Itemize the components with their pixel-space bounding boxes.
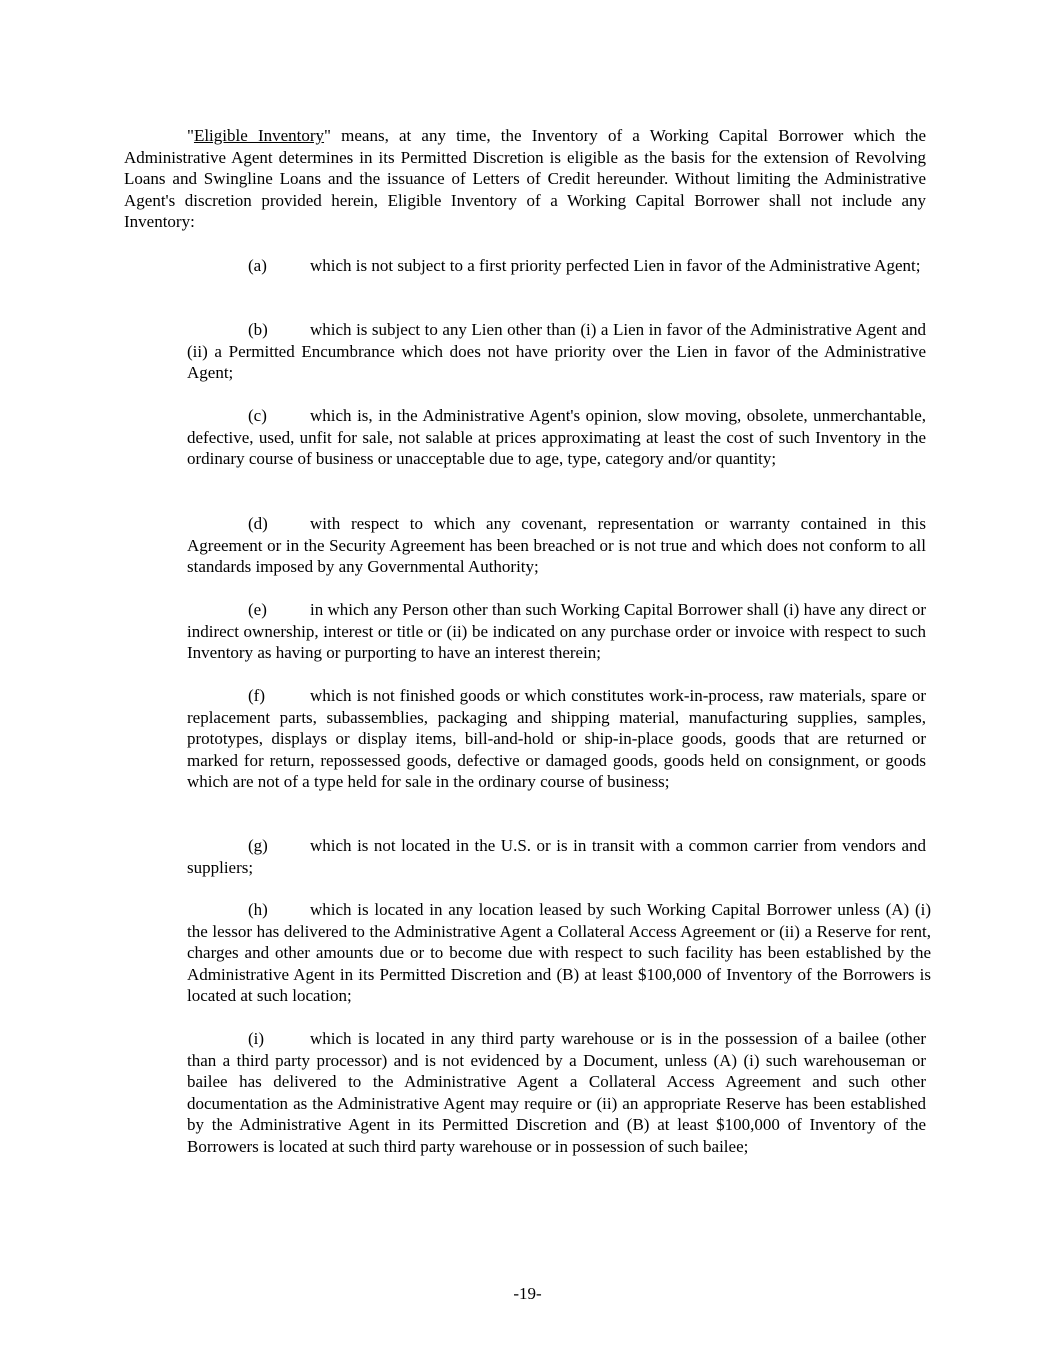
clause-b [187, 319, 926, 384]
clause-letter: (c) [248, 406, 267, 425]
quote-open: " [187, 126, 194, 145]
clause-letter: (f) [248, 686, 265, 705]
clause-a [187, 255, 926, 277]
clause-text: which is, in the Administrative Agent's opinion, slow moving, obsolete, unmerchantable, defective, used, unfit for sale, not salable at prices approximating at least the cost of such Inventory in the ordinary course of business or unacceptable due to age, type, category and/or quantity; [187, 406, 926, 469]
clause-letter: (e) [248, 600, 267, 619]
clause-letter: (h) [248, 900, 268, 919]
clause-text: which is not subject to a first priority perfected Lien in favor of the Administrative Agent; [310, 256, 921, 275]
clause-h [187, 899, 931, 1007]
clause-text: which is subject to any Lien other than (i) a Lien in favor of the Administrative Agent and (ii) a Permitted Encumbrance which does not have priority over the Lien in favor of the Administrative Agent; [187, 320, 926, 383]
clause-text: which is not located in the U.S. or is in transit with a common carrier from vendors and suppliers; [187, 836, 926, 877]
clause-letter: (a) [248, 256, 267, 275]
defined-term: Eligible Inventory [193, 126, 325, 145]
clause-text: which is located in any third party warehouse or is in the possession of a bailee (other than a third party processor) and is not evidenced by a Document, unless (A) (i) such warehouseman or bailee has delivered to the Administrative Agent a Collateral Access Agreement and such other documentation as the Administrative Agent may require or (ii) an appropriate Reserve has been established by the Administrative Agent in its Permitted Discretion and (B) at least $100,000 of Inventory of the Borrowers is located at such third party warehouse or in possession of such bailee; [187, 1029, 926, 1156]
definition-paragraph [124, 125, 926, 233]
clause-i [187, 1028, 926, 1158]
page-number: -19- [513, 1284, 542, 1303]
clause-text: with respect to which any covenant, representation or warranty contained in this Agreement or in the Security Agreement has been breached or is not true and which does not conform to all standards imposed by any Governmental Authority; [187, 514, 926, 577]
clause-d [187, 513, 926, 578]
clause-f [187, 685, 926, 793]
definition-text: " means, at any time, the Inventory of a Working Capital Borrower which the Administrative Agent determines in its Permitted Discretion is eligible as the basis for the extension of Revolving Loans and Swingline Loans and the issuance of Letters of Credit hereunder. Without limiting the Administrative Agent's discretion provided herein, Eligible Inventory of a Working Capital Borrower shall not include any Inventory: [124, 126, 926, 232]
clause-text: in which any Person other than such Working Capital Borrower shall (i) have any direct or indirect ownership, interest or title or (ii) be indicated on any purchase order or invoice with respect to such Inventory as having or purporting to have an interest therein; [187, 600, 926, 663]
clause-g [187, 835, 926, 878]
clause-text: which is located in any location leased by such Working Capital Borrower unless (A) (i) the lessor has delivered to the Administrative Agent a Collateral Access Agreement or (ii) a Reserve for rent, charges and other amounts due or to become due with respect to such facility has been established by the Administrative Agent in its Permitted Discretion and (B) at least $100,000 of Inventory of the Borrowers is located at such location; [187, 900, 931, 1006]
clause-letter: (d) [248, 514, 268, 533]
clause-letter: (b) [248, 320, 268, 339]
clause-e [187, 599, 926, 664]
clause-c [187, 405, 926, 470]
clause-letter: (g) [248, 836, 268, 855]
clause-text: which is not finished goods or which constitutes work-in-process, raw materials, spare or replacement parts, subassemblies, packaging and shipping material, manufacturing supplies, samples, prototypes, displays or display items, bill-and-hold or ship-in-place goods, goods that are returned or marked for return, repossessed goods, defective or damaged goods, goods held on consignment, or goods which are not of a type held for sale in the ordinary course of business; [187, 686, 926, 792]
clause-letter: (i) [248, 1029, 265, 1048]
